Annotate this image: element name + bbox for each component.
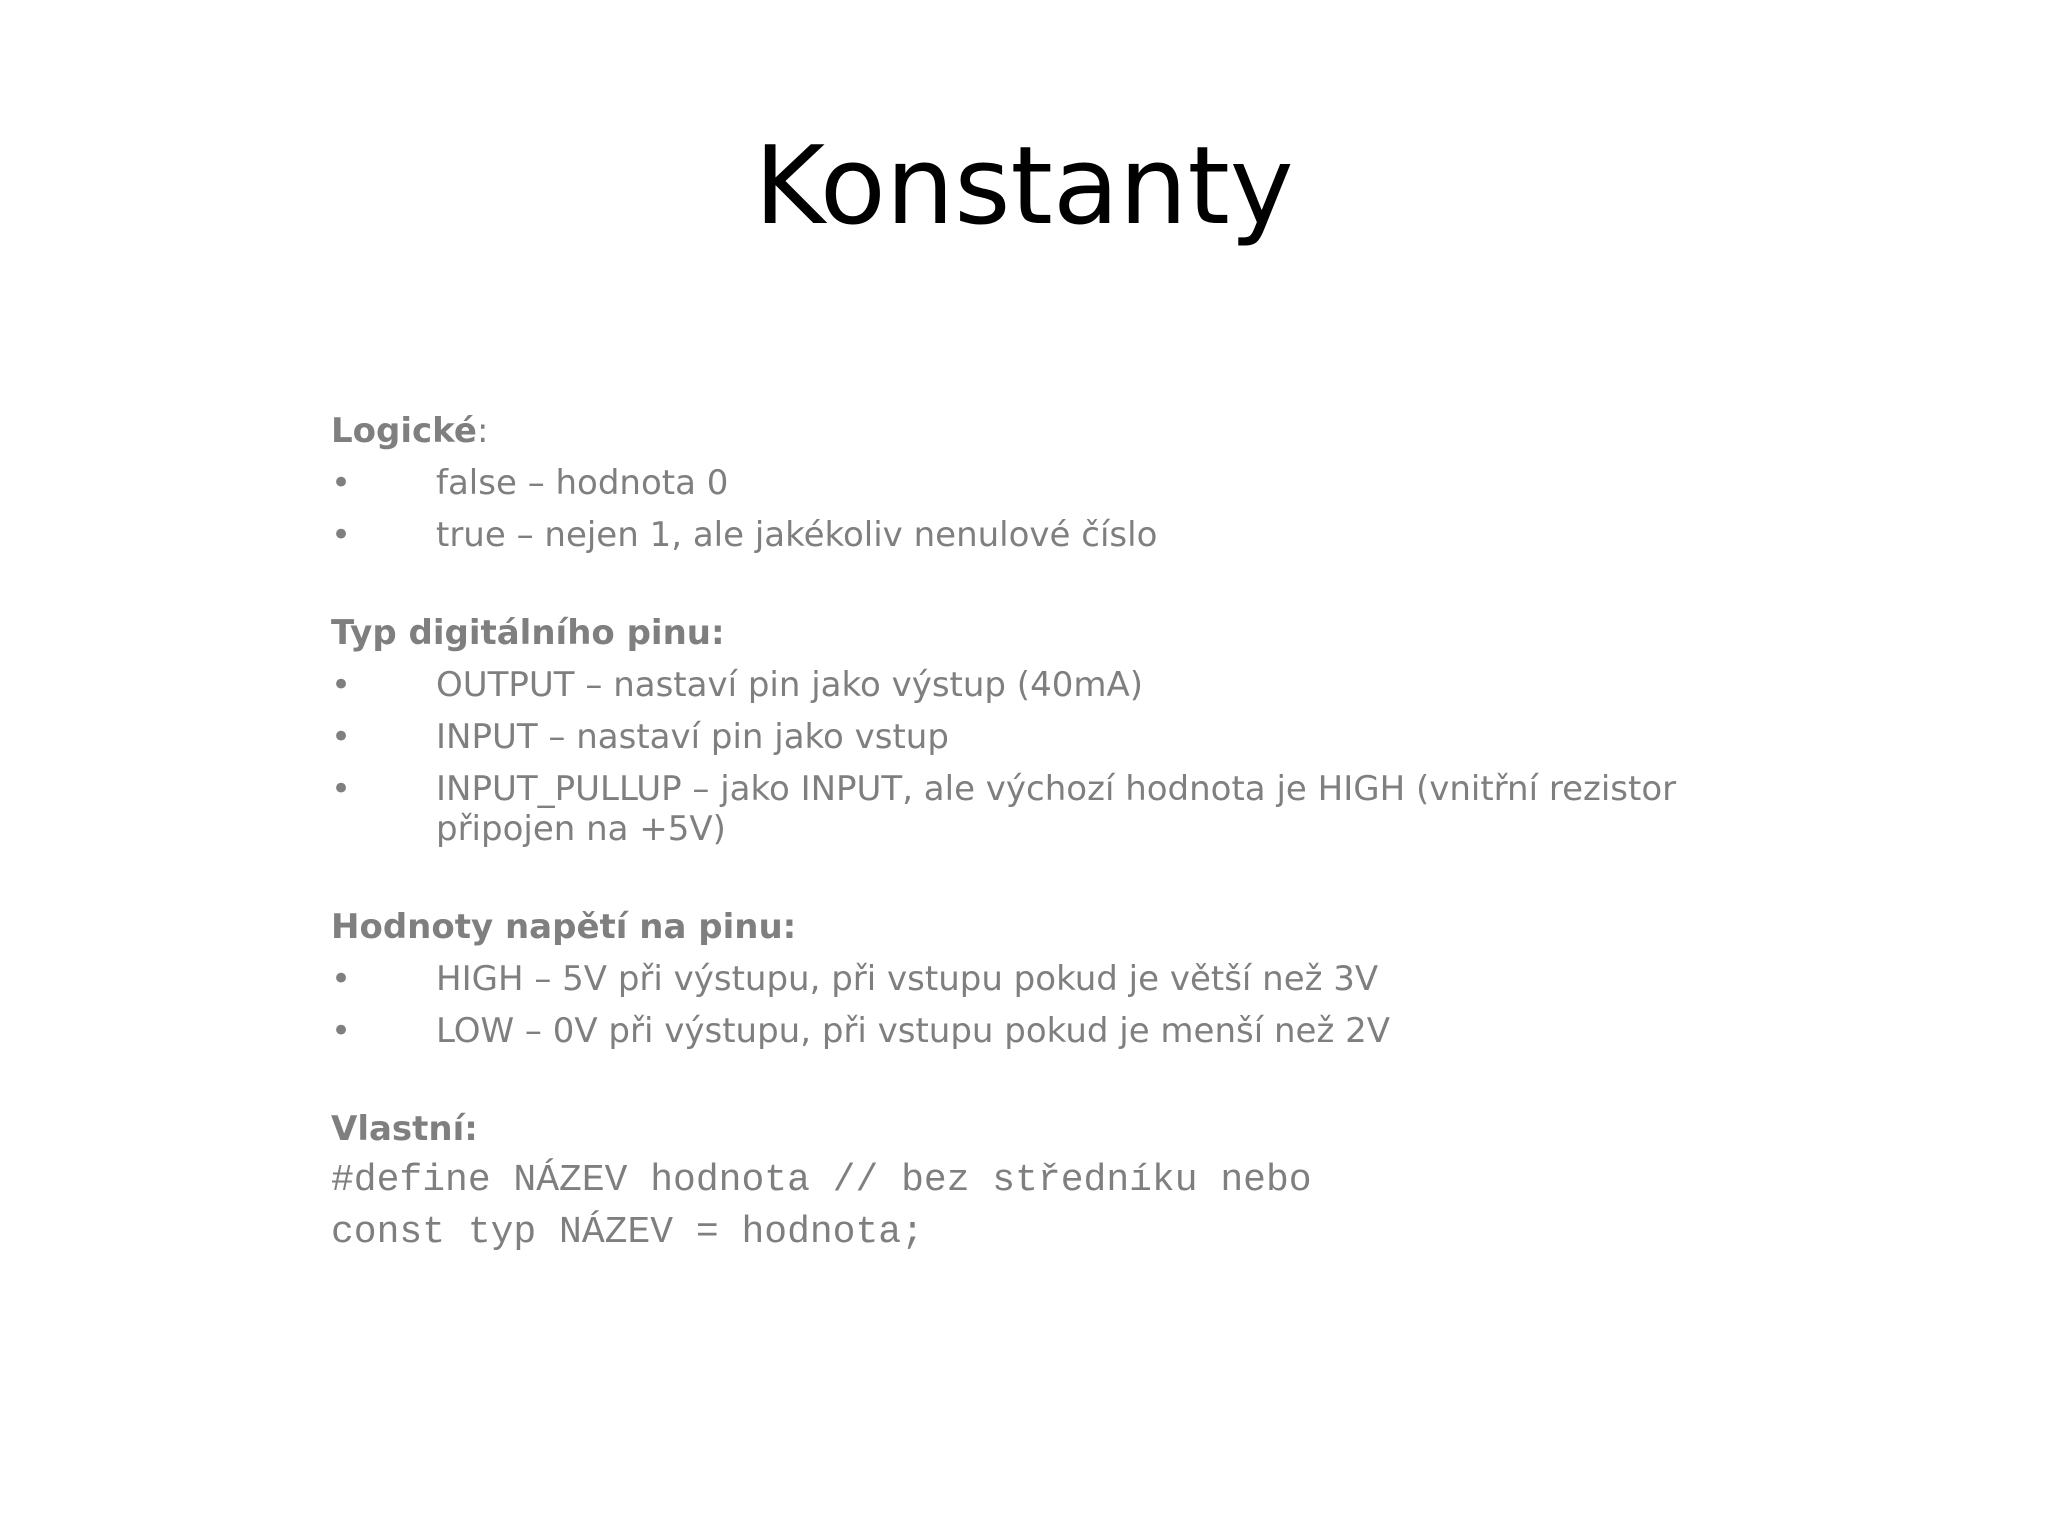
- list-item-text: OUTPUT – nastaví pin jako výstup (40mA): [436, 665, 1143, 705]
- bullet-icon: •: [331, 769, 352, 809]
- list-item-text: INPUT_PULLUP – jako INPUT, ale výchozí hodnota je HIGH (vnitřní rezistor připojen na +5V): [436, 769, 1677, 849]
- slide-title: Konstanty: [754, 124, 1294, 249]
- section-custom: [331, 1103, 1751, 1259]
- list-item: [331, 665, 1751, 705]
- section-heading: [331, 901, 1751, 953]
- bullet-icon: •: [331, 959, 352, 999]
- bullet-icon: •: [331, 665, 352, 705]
- list-item-text: LOW – 0V při výstupu, při vstupu pokud je menší než 2V: [436, 1011, 1390, 1051]
- bullet-list: [331, 463, 1751, 555]
- section-heading-text: Logické: [331, 411, 477, 451]
- list-item: [331, 1011, 1751, 1051]
- list-item-text: false – hodnota 0: [436, 463, 729, 503]
- list-item-text: true – nejen 1, ale jakékoliv nenulové číslo: [436, 515, 1158, 555]
- list-item-text: HIGH – 5V při výstupu, při vstupu pokud je větší než 3V: [436, 959, 1379, 999]
- bullet-icon: •: [331, 515, 352, 555]
- section-heading-text: Vlastní:: [331, 1109, 478, 1149]
- section-pin-type: [331, 607, 1751, 849]
- slide-body: [331, 405, 1751, 1311]
- bullet-icon: •: [331, 717, 352, 757]
- section-logical: [331, 405, 1751, 555]
- bullet-icon: •: [331, 463, 352, 503]
- section-heading-suffix: :: [476, 411, 489, 451]
- list-item: [331, 769, 1751, 849]
- bullet-list: [331, 665, 1751, 849]
- section-voltage-values: [331, 901, 1751, 1051]
- list-item: [331, 717, 1751, 757]
- code-line: #define NÁZEV hodnota // bez středníku nebo: [331, 1159, 1312, 1202]
- section-heading: [331, 405, 1751, 457]
- section-heading: [331, 607, 1751, 659]
- list-item-text: INPUT – nastaví pin jako vstup: [436, 717, 949, 757]
- code-line: const typ NÁZEV = hodnota;: [331, 1211, 924, 1254]
- bullet-icon: •: [331, 1011, 352, 1051]
- section-heading: [331, 1103, 1751, 1155]
- section-heading-text: Hodnoty napětí na pinu:: [331, 907, 797, 947]
- list-item: [331, 463, 1751, 503]
- bullet-list: [331, 959, 1751, 1051]
- section-heading-text: Typ digitálního pinu:: [331, 613, 725, 653]
- list-item: [331, 959, 1751, 999]
- list-item: [331, 515, 1751, 555]
